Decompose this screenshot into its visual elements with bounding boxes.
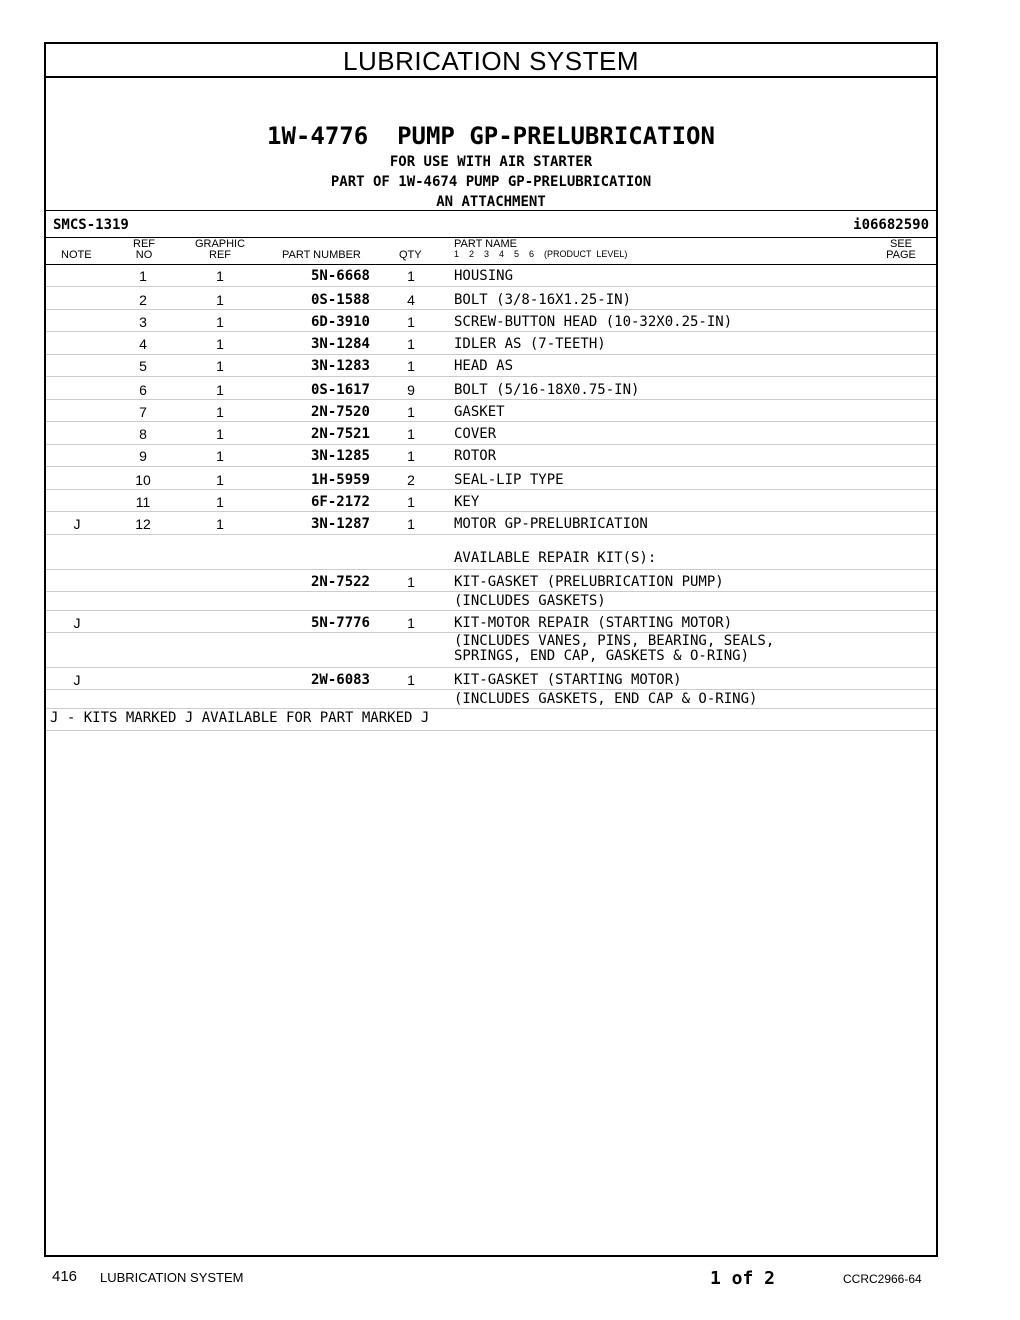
part-name-cell: SEAL-LIP TYPE — [454, 472, 564, 488]
part-number-cell: 3N-1284 — [310, 336, 370, 352]
part-number-cell: 0S-1588 — [310, 292, 370, 308]
section-title: LUBRICATION SYSTEM — [46, 44, 936, 78]
graphic-ref-cell: 1 — [216, 314, 224, 330]
part-number-cell: 5N-6668 — [310, 268, 370, 284]
col-note: NOTE — [61, 249, 92, 261]
qty-cell: 4 — [407, 292, 415, 308]
page-of: 1 of 2 — [710, 1268, 776, 1289]
part-name-cell: GASKET — [454, 404, 505, 420]
part-number-cell: 1H-5959 — [310, 472, 370, 488]
graphic-ref-cell: 1 — [216, 268, 224, 284]
ref-no-cell: 4 — [139, 336, 147, 352]
qty-cell: 9 — [407, 382, 415, 398]
part-name-cell: IDLER AS (7-TEETH) — [454, 336, 606, 352]
ref-no-cell: 5 — [139, 358, 147, 374]
part-name-cell: BOLT (5/16-18X0.75-IN) — [454, 382, 640, 398]
qty-cell: 1 — [407, 426, 415, 442]
table-row — [46, 265, 936, 287]
table-row — [46, 332, 936, 355]
table-row — [46, 690, 936, 709]
qty-cell: 1 — [407, 268, 415, 284]
ref-no-cell: 3 — [139, 314, 147, 330]
ref-no-cell: 7 — [139, 404, 147, 420]
part-number-cell: 2N-7520 — [310, 404, 370, 420]
part-name-cell: (INCLUDES VANES, PINS, BEARING, SEALS, SPRINGS, END CAP, GASKETS & O-RING) — [454, 633, 775, 664]
column-headers — [46, 237, 936, 265]
ref-no-cell: 11 — [135, 494, 151, 510]
note-cell: J — [73, 516, 81, 532]
col-qty: QTY — [399, 249, 422, 261]
note-cell: J — [73, 615, 81, 631]
part-name-cell: SCREW-BUTTON HEAD (10-32X0.25-IN) — [454, 314, 733, 330]
graphic-ref-cell: 1 — [216, 516, 224, 532]
part-name-cell: (INCLUDES GASKETS) — [454, 593, 606, 609]
col-part-number: PART NUMBER — [282, 249, 361, 261]
footer-section: LUBRICATION SYSTEM — [100, 1270, 244, 1285]
qty-cell: 1 — [407, 314, 415, 330]
table-row — [46, 400, 936, 422]
graphic-ref-cell: 1 — [216, 426, 224, 442]
table-row — [46, 310, 936, 332]
parts-table — [46, 265, 936, 709]
table-row — [46, 445, 936, 467]
graphic-ref-cell: 1 — [216, 336, 224, 352]
group-title: 1W-4776 PUMP GP-PRELUBRICATION — [267, 122, 715, 150]
ref-no-cell: 2 — [139, 292, 147, 308]
part-number-cell: 6F-2172 — [310, 494, 370, 510]
col-graphic-line2: REF — [209, 249, 231, 261]
col-see-line1: SEE — [889, 238, 912, 250]
image-id: i06682590 — [853, 217, 929, 233]
col-product-levels: 1 2 3 4 5 6 (PRODUCT LEVEL) — [454, 249, 628, 259]
table-row — [46, 287, 936, 310]
part-name-cell: KIT-GASKET (PRELUBRICATION PUMP) — [454, 574, 724, 590]
table-row — [46, 535, 936, 570]
kit-footnote: J - KITS MARKED J AVAILABLE FOR PART MARKED J — [50, 710, 430, 726]
part-number-cell: 2W-6083 — [310, 672, 370, 688]
graphic-ref-cell: 1 — [216, 382, 224, 398]
note-cell: J — [73, 672, 81, 688]
qty-cell: 1 — [407, 615, 415, 631]
ref-no-cell: 8 — [139, 426, 147, 442]
graphic-ref-cell: 1 — [216, 404, 224, 420]
table-row — [46, 377, 936, 400]
page-frame — [44, 42, 938, 1257]
document-code: CCRC2966-64 — [843, 1272, 922, 1286]
table-row — [46, 611, 936, 633]
table-row — [46, 355, 936, 377]
graphic-ref-cell: 1 — [216, 358, 224, 374]
ref-no-cell: 6 — [139, 382, 147, 398]
ref-no-cell: 10 — [135, 472, 151, 488]
table-row — [46, 490, 936, 512]
part-number-cell: 3N-1287 — [310, 516, 370, 532]
qty-cell: 1 — [407, 494, 415, 510]
col-part-name: PART NAME — [454, 238, 517, 250]
part-name-cell: HOUSING — [454, 268, 514, 284]
part-name-cell: (INCLUDES GASKETS, END CAP & O-RING) — [454, 691, 758, 707]
qty-cell: 1 — [407, 358, 415, 374]
footnote-row — [46, 709, 936, 731]
ref-no-cell: 1 — [139, 268, 147, 284]
qty-cell: 1 — [407, 574, 415, 590]
usage-note: FOR USE WITH AIR STARTER — [389, 154, 593, 170]
part-name-cell: AVAILABLE REPAIR KIT(S): — [454, 550, 657, 566]
part-number-cell: 2N-7521 — [310, 426, 370, 442]
part-name-cell: KIT-GASKET (STARTING MOTOR) — [454, 672, 682, 688]
col-see-line2: PAGE — [886, 249, 916, 261]
parent-assembly: PART OF 1W-4674 PUMP GP-PRELUBRICATION — [330, 174, 652, 190]
qty-cell: 1 — [407, 672, 415, 688]
qty-cell: 2 — [407, 472, 415, 488]
table-row — [46, 592, 936, 611]
table-row — [46, 422, 936, 445]
qty-cell: 1 — [407, 336, 415, 352]
page-number: 416 — [52, 1268, 78, 1285]
graphic-ref-cell: 1 — [216, 292, 224, 308]
page-footer — [0, 1268, 1020, 1292]
graphic-ref-cell: 1 — [216, 472, 224, 488]
graphic-ref-cell: 1 — [216, 448, 224, 464]
table-row — [46, 668, 936, 690]
smcs-code: SMCS-1319 — [53, 217, 129, 233]
table-row — [46, 467, 936, 490]
part-name-cell: KEY — [454, 494, 480, 510]
part-number-cell: 3N-1283 — [310, 358, 370, 374]
col-graphic-line1: GRAPHIC — [194, 238, 246, 250]
part-name-cell: COVER — [454, 426, 497, 442]
part-number-cell: 6D-3910 — [310, 314, 370, 330]
col-ref-line2: NO — [135, 249, 153, 261]
qty-cell: 1 — [407, 516, 415, 532]
table-row — [46, 633, 936, 668]
ref-no-cell: 9 — [139, 448, 147, 464]
attachment-note: AN ATTACHMENT — [436, 194, 546, 210]
part-number-cell: 0S-1617 — [310, 382, 370, 398]
part-name-cell: KIT-MOTOR REPAIR (STARTING MOTOR) — [454, 615, 733, 631]
id-bar — [46, 211, 936, 237]
ref-no-cell: 12 — [135, 516, 151, 532]
part-name-cell: HEAD AS — [454, 358, 514, 374]
graphic-ref-cell: 1 — [216, 494, 224, 510]
part-number-cell: 2N-7522 — [310, 574, 370, 590]
group-header — [46, 78, 936, 211]
col-ref-line1: REF — [133, 238, 155, 250]
part-number-cell: 3N-1285 — [310, 448, 370, 464]
table-row — [46, 570, 936, 592]
part-name-cell: BOLT (3/8-16X1.25-IN) — [454, 292, 632, 308]
part-name-cell: MOTOR GP-PRELUBRICATION — [454, 516, 648, 532]
qty-cell: 1 — [407, 448, 415, 464]
part-name-cell: ROTOR — [454, 448, 497, 464]
part-number-cell: 5N-7776 — [310, 615, 370, 631]
qty-cell: 1 — [407, 404, 415, 420]
table-row — [46, 512, 936, 535]
